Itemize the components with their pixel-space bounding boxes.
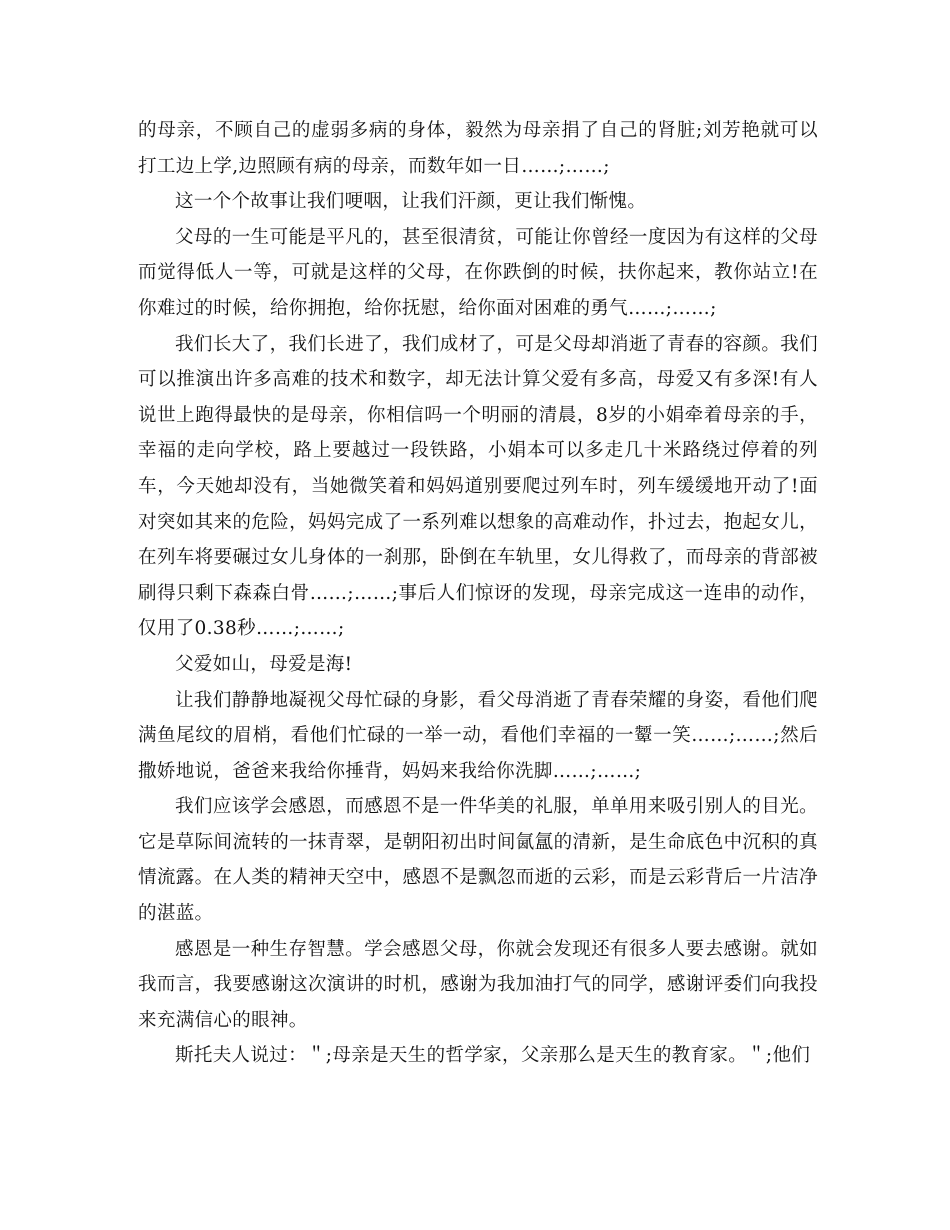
paragraph: 这一个个故事让我们哽咽，让我们汗颜，更让我们惭愧。 bbox=[175, 191, 647, 213]
paragraph: 我们长大了，我们长进了，我们成材了，可是父母却消逝了青春的容颜。我们可以推演出许多高难的技术和数字，却无法计算父爱有多高，母爱又有多深!有人说世上跑得最快的是母亲，你相信吗一个明丽的清晨，8岁的小娟牵着母亲的手，幸福的走向学校，路上要越过一段铁路，小娟本可以多走几十米路绕过停着的列车，今天她却没有，当她微笑着和妈妈道别要爬过列车时，列车缓缓地开动了!面对突如其来的危险，妈妈完成了一系列难以想象的高难动作，扑过去，抱起女儿，在列车将要碾过女儿身体的一刹那，卧倒在车轨里，女儿得救了，而母亲的背部被刷得只剩下森森白骨……;……;事后人们惊讶的发现，母亲完成这一连串的动作，仅用了0.38秒……;……; bbox=[138, 333, 818, 640]
paragraph: 让我们静静地凝视父母忙碌的身影，看父母消逝了青春荣耀的身姿，看他们爬满鱼尾纹的眉梢，看他们忙碌的一举一动，看他们幸福的一颦一笑……;……;然后撒娇地说，爸爸来我给你捶背，妈妈来我给你洗脚……;……; bbox=[138, 689, 818, 782]
paragraph: 的母亲，不顾自己的虚弱多病的身体，毅然为母亲捐了自己的肾脏;刘芳艳就可以打工边上学,边照顾有病的母亲，而数年如一日……;……; bbox=[138, 120, 818, 177]
paragraph: 我们应该学会感恩，而感恩不是一件华美的礼服，单单用来吸引别人的目光。它是草际间流转的一抹青翠，是朝阳初出时间氤氲的清新，是生命底色中沉积的真情流露。在人类的精神天空中，感恩不是飘忽而逝的云彩，而是云彩背后一片洁净的湛蓝。 bbox=[138, 796, 818, 925]
document-page bbox=[138, 113, 818, 1074]
paragraph: 斯托夫人说过：＂;母亲是天生的哲学家，父亲那么是天生的教育家。＂;他们 bbox=[175, 1045, 811, 1067]
paragraph: 感恩是一种生存智慧。学会感恩父母，你就会发现还有很多人要去感谢。就如我而言，我要感谢这次演讲的时机，感谢为我加油打气的同学，感谢评委们向我投来充满信心的眼神。 bbox=[138, 938, 818, 1031]
paragraph: 父爱如山，母爱是海! bbox=[175, 653, 353, 675]
paragraph: 父母的一生可能是平凡的，甚至很清贫，可能让你曾经一度因为有这样的父母而觉得低人一等，可就是这样的父母，在你跌倒的时候，扶你起来，教你站立!在你难过的时候，给你拥抱，给你抚慰，给你面对困难的勇气……;……; bbox=[138, 226, 818, 319]
